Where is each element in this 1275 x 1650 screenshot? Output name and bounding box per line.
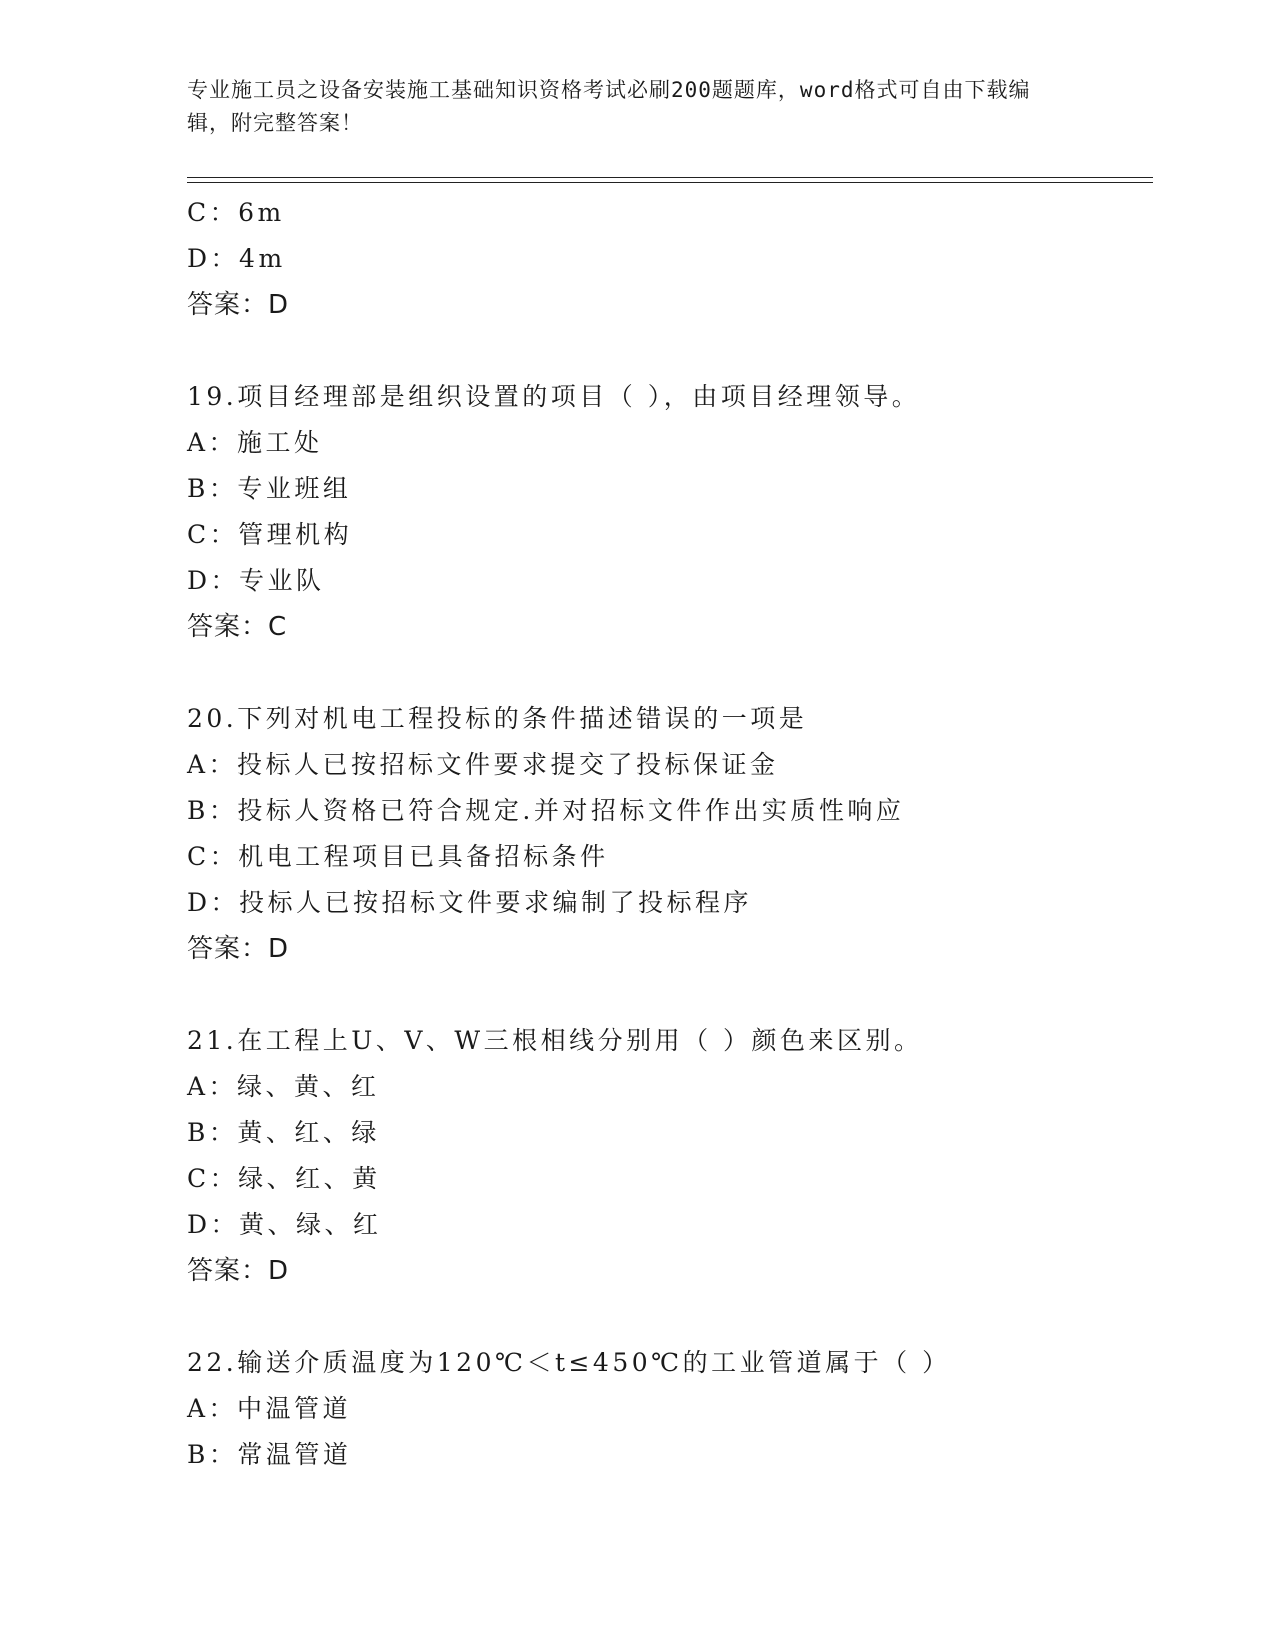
- header-divider-bottom: [187, 182, 1153, 183]
- question-stem: 21.在工程上U、V、W三根相线分别用（ ）颜色来区别。: [187, 1026, 923, 1055]
- question-stem: 22.输送介质温度为120℃＜t≤450℃的工业管道属于（ ）: [187, 1348, 951, 1377]
- document-title: 专业施工员之设备安装施工基础知识资格考试必刷200题题库，word格式可自由下载编辑，附完整答案！: [187, 78, 1031, 135]
- answer: 答案：C: [187, 612, 288, 642]
- answer: 答案：D: [187, 290, 290, 320]
- question-19: [187, 374, 1153, 650]
- option-a: A：投标人已按招标文件要求提交了投标保证金: [187, 750, 779, 779]
- option-c: C：机电工程项目已具备招标条件: [187, 842, 609, 871]
- option-b: B：常温管道: [187, 1440, 352, 1469]
- page-header: [187, 74, 1067, 140]
- option-c: C：6m: [187, 198, 285, 227]
- header-divider-top: [187, 177, 1153, 178]
- option-d: D：黄、绿、红: [187, 1210, 382, 1239]
- option-a: A：中温管道: [187, 1394, 352, 1423]
- spacer: [187, 972, 1153, 1018]
- option-d: D：4m: [187, 244, 286, 273]
- answer: 答案：D: [187, 934, 290, 964]
- question-21: [187, 1018, 1153, 1294]
- option-a: A：施工处: [187, 428, 323, 457]
- option-d: D：投标人已按招标文件要求编制了投标程序: [187, 888, 753, 917]
- spacer: [187, 650, 1153, 696]
- option-c: C：管理机构: [187, 520, 353, 549]
- question-stem: 19.项目经理部是组织设置的项目（ ），由项目经理领导。: [187, 382, 921, 411]
- question-list: [187, 190, 1153, 1478]
- spacer: [187, 328, 1153, 374]
- option-c: C：绿、红、黄: [187, 1164, 381, 1193]
- question-20: [187, 696, 1153, 972]
- question-22: [187, 1340, 1153, 1478]
- option-b: B：投标人资格已符合规定.并对招标文件作出实质性响应: [187, 796, 905, 825]
- option-d: D：专业队: [187, 566, 325, 595]
- question-18-continued: [187, 190, 1153, 328]
- option-a: A：绿、黄、红: [187, 1072, 380, 1101]
- answer: 答案：D: [187, 1256, 290, 1286]
- option-b: B：专业班组: [187, 474, 352, 503]
- option-b: B：黄、红、绿: [187, 1118, 380, 1147]
- spacer: [187, 1294, 1153, 1340]
- question-stem: 20.下列对机电工程投标的条件描述错误的一项是: [187, 704, 808, 733]
